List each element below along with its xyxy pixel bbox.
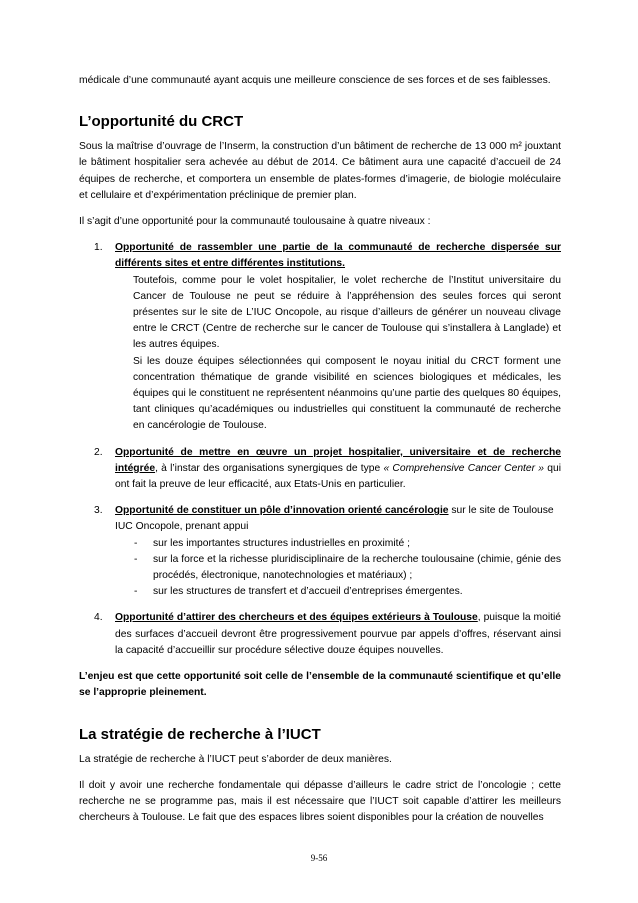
list-item-heading: Opportunité de constituer un pôle d’innovation orienté cancérologie [115,505,449,517]
list-item-1 [79,240,561,434]
list-item-emphasis: « Comprehensive Cancer Center » [383,462,545,474]
bullet-dash: - [134,537,138,549]
list-item-text: qui ont fait la preuve de leur efficacité, aux Etats-Unis en particulier. [115,462,561,491]
list-item-heading: Opportunité de rassembler une partie de la communauté de recherche dispersée sur différents sites et entre différentes institutions. [115,242,561,270]
bullet-text: sur les importantes structures industrielles en proximité ; [153,537,410,549]
list-item-text: , à l’instar des organisations synergiques de type [155,462,384,474]
bullet-dash: - [134,553,138,565]
bullet-text: sur les structures de transfert et d’accueil d’entreprises émergentes. [153,586,463,598]
list-item-2 [79,445,561,494]
crct-paragraph-1: Sous la maîtrise d’ouvrage de l’Inserm, la construction d’un bâtiment de recherche de 13 000 m² jouxtant le bâtiment hospitalier sera achevée au début de 2014. Ce bâtiment aura une capacité d’accueil de 24 équipes de recherche, et comportera un ensemble de plates-formes d’imagerie, de biologie moléculaire et cellulaire et d’expérimentation préclinique de premier plan. [79,141,561,201]
strategie-paragraph-2: Il doit y avoir une recherche fondamentale qui dépasse d’ailleurs le cadre strict de l’oncologie ; cette recherche ne se programme pas, mais il est nécessaire que l’IUCT soit capable d’attirer les meilleurs chercheurs à Toulouse. Le fait que des espaces libres soient disponibles pour la création de nouvelles [79,779,561,824]
list-item-4 [79,610,561,659]
bullet-dash: - [134,586,138,598]
bullet-item [115,584,561,600]
section-title-strategie: La stratégie de recherche à l’IUCT [79,725,321,743]
bullet-item [115,536,561,552]
crct-conclusion: L’enjeu est que cette opportunité soit celle de l’ensemble de la communauté scientifique et qu’elle se l’approprie pleinement. [79,671,561,699]
list-number: 3. [94,505,103,517]
crct-paragraph-2: Il s’agit d’une opportunité pour la communauté toulousaine à quatre niveaux : [79,216,431,228]
intro-paragraph: médicale d’une communauté ayant acquis une meilleure conscience de ses forces et de ses faiblesses. [79,75,551,86]
list-item-text: sur le site de Toulouse IUC Oncopole, prenant appui [115,505,554,533]
list-number: 2. [94,446,103,458]
list-item-subparagraph: Toutefois, comme pour le volet hospitalier, le volet recherche de l’Institut universitaire du Cancer de Toulouse ne peut se réduire à l’appréhension des seules forces qui seront présentes sur le site de L’IUC Oncopole, au risque d’ailleurs de générer un nouveau clivage entre le CRCT (Centre de recherche sur le cancer de Toulouse qui s’installera à Langlade) et les autres équipes. [133,274,561,351]
list-item-text: , puisque la moitié des surfaces d’accueil devront être progressivement pourvue par appels d’offres, réservant ainsi la capacité d’accueillir sur procédure sélective douze équipes nouvelles. [115,612,562,656]
section-title-crct: L’opportunité du CRCT [79,113,244,131]
list-item-heading: Opportunité d’attirer des chercheurs et des équipes extérieurs à Toulouse [115,612,478,624]
page-body [79,73,561,826]
bullet-text: sur la force et la richesse pluridisciplinaire de la recherche toulousaine (chimie, génie des procédés, électronique, nanotechnologies et matériaux) ; [153,553,561,582]
list-item-subparagraph: Si les douze équipes sélectionnées qui composent le noyau initial du CRCT forment une concentration thématique de grande visibilité en sciences biologiques et médicales, les équipes qui le constituent ne représentent néanmoins qu’une partie des quelques 80 équipes, tant cliniques qu’académiques ou industrielles qui constituent la communauté de recherche en cancérologie de Toulouse. [133,355,561,432]
page-number: 9-56 [310,853,328,863]
list-number: 1. [94,242,103,254]
bullet-item [115,552,561,584]
list-item-3 [79,503,561,600]
list-number: 4. [94,612,103,624]
list-item-heading: Opportunité de mettre en œuvre un projet hospitalier, universitaire et de recherche intégrée [115,446,561,474]
strategie-paragraph-1: La stratégie de recherche à l’IUCT peut s’aborder de deux manières. [79,753,392,765]
